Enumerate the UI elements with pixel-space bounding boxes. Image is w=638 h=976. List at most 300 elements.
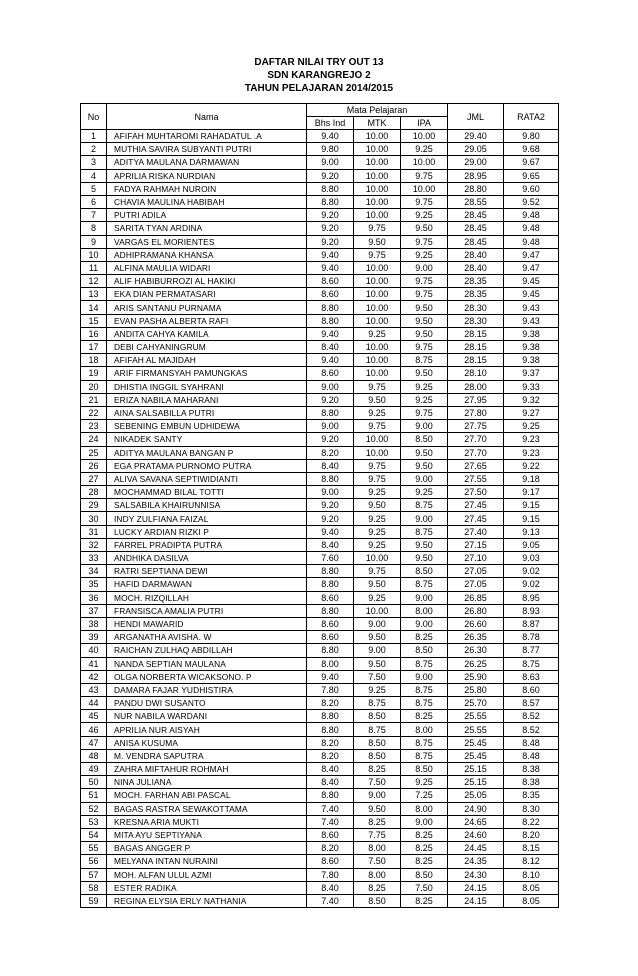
cell-jml: 28.40 [448,261,504,274]
cell-nama: M. VENDRA SAPUTRA [107,749,307,762]
cell-mtk: 9.00 [354,644,401,657]
cell-ipa: 9.50 [401,327,448,340]
cell-jml: 25.80 [448,683,504,696]
cell-jml: 27.45 [448,499,504,512]
cell-no: 22 [81,406,107,419]
cell-bhs-ind: 8.20 [307,749,354,762]
cell-no: 15 [81,314,107,327]
cell-ipa: 8.00 [401,802,448,815]
cell-jml: 25.55 [448,723,504,736]
cell-bhs-ind: 8.40 [307,881,354,894]
cell-ipa: 9.00 [401,591,448,604]
cell-jml: 28.45 [448,209,504,222]
cell-ipa: 8.25 [401,894,448,907]
cell-no: 37 [81,604,107,617]
cell-rata2: 9.52 [504,195,559,208]
cell-nama: LUCKY ARDIAN RIZKI P [107,525,307,538]
cell-ipa: 9.50 [401,222,448,235]
cell-jml: 28.15 [448,341,504,354]
cell-nama: NANDA SEPTIAN MAULANA [107,657,307,670]
cell-ipa: 9.00 [401,617,448,630]
cell-rata2: 8.93 [504,604,559,617]
cell-mtk: 10.00 [354,261,401,274]
table-row [81,406,559,419]
cell-jml: 28.35 [448,275,504,288]
cell-nama: CHAVIA MAULINA HABIBAH [107,195,307,208]
cell-nama: ERIZA NABILA MAHARANI [107,393,307,406]
cell-jml: 27.50 [448,486,504,499]
cell-no: 30 [81,512,107,525]
cell-ipa: 8.75 [401,578,448,591]
cell-bhs-ind: 9.40 [307,327,354,340]
cell-rata2: 9.48 [504,235,559,248]
cell-no: 59 [81,894,107,907]
cell-jml: 24.15 [448,881,504,894]
cell-ipa: 8.50 [401,644,448,657]
header-mata-pelajaran: Mata Pelajaran [307,104,448,117]
cell-ipa: 8.00 [401,604,448,617]
cell-nama: AFIFAH MUHTAROMI RAHADATUL .A [107,130,307,143]
cell-mtk: 9.00 [354,789,401,802]
cell-rata2: 9.47 [504,248,559,261]
cell-no: 16 [81,327,107,340]
cell-bhs-ind: 9.40 [307,261,354,274]
cell-nama: FRANSISCA AMALIA PUTRI [107,604,307,617]
cell-jml: 28.30 [448,301,504,314]
cell-jml: 28.30 [448,314,504,327]
cell-bhs-ind: 8.80 [307,723,354,736]
cell-rata2: 8.05 [504,881,559,894]
cell-no: 35 [81,578,107,591]
cell-jml: 27.55 [448,472,504,485]
cell-no: 51 [81,789,107,802]
cell-ipa: 9.00 [401,512,448,525]
cell-no: 58 [81,881,107,894]
cell-mtk: 7.50 [354,855,401,868]
table-row [81,565,559,578]
cell-nama: ESTER RADIKA [107,881,307,894]
cell-jml: 26.25 [448,657,504,670]
cell-ipa: 8.50 [401,565,448,578]
cell-rata2: 8.57 [504,697,559,710]
table-row [81,552,559,565]
cell-mtk: 8.50 [354,710,401,723]
cell-nama: AFIFAH AL MAJIDAH [107,354,307,367]
cell-bhs-ind: 9.80 [307,143,354,156]
cell-rata2: 9.03 [504,552,559,565]
cell-bhs-ind: 9.40 [307,354,354,367]
cell-ipa: 9.25 [401,248,448,261]
cell-mtk: 10.00 [354,195,401,208]
cell-mtk: 9.75 [354,380,401,393]
cell-rata2: 9.17 [504,486,559,499]
cell-nama: ANISA KUSUMA [107,736,307,749]
table-row [81,209,559,222]
cell-rata2: 9.32 [504,393,559,406]
cell-rata2: 8.52 [504,723,559,736]
cell-nama: ANDHIKA DASILVA [107,552,307,565]
cell-rata2: 9.80 [504,130,559,143]
cell-rata2: 9.65 [504,169,559,182]
cell-ipa: 8.75 [401,499,448,512]
cell-mtk: 10.00 [354,169,401,182]
cell-nama: ADITYA MAULANA DARMAWAN [107,156,307,169]
cell-bhs-ind: 8.80 [307,195,354,208]
table-row [81,828,559,841]
table-row [81,749,559,762]
header-no: No [81,104,107,130]
cell-no: 20 [81,380,107,393]
cell-bhs-ind: 9.20 [307,433,354,446]
cell-no: 32 [81,538,107,551]
cell-jml: 25.45 [448,736,504,749]
cell-rata2: 8.10 [504,868,559,881]
table-row [81,486,559,499]
table-row [81,710,559,723]
cell-nama: AINA SALSABILLA PUTRI [107,406,307,419]
cell-mtk: 8.75 [354,723,401,736]
cell-bhs-ind: 8.40 [307,341,354,354]
cell-nama: MOCH. RIZQILLAH [107,591,307,604]
cell-ipa: 9.75 [401,169,448,182]
cell-bhs-ind: 8.80 [307,406,354,419]
cell-ipa: 9.25 [401,486,448,499]
table-row [81,446,559,459]
cell-no: 8 [81,222,107,235]
cell-bhs-ind: 8.20 [307,842,354,855]
header-bhs-ind: Bhs Ind [307,117,354,130]
cell-jml: 28.45 [448,222,504,235]
cell-ipa: 9.00 [401,815,448,828]
table-row [81,275,559,288]
cell-nama: APRILIA RISKA NURDIAN [107,169,307,182]
table-row [81,314,559,327]
cell-no: 25 [81,446,107,459]
cell-bhs-ind: 9.40 [307,130,354,143]
cell-mtk: 9.00 [354,617,401,630]
cell-bhs-ind: 9.20 [307,169,354,182]
cell-bhs-ind: 9.20 [307,393,354,406]
cell-no: 4 [81,169,107,182]
cell-bhs-ind: 9.00 [307,486,354,499]
cell-rata2: 9.45 [504,275,559,288]
cell-jml: 27.40 [448,525,504,538]
cell-jml: 29.40 [448,130,504,143]
cell-no: 42 [81,670,107,683]
cell-bhs-ind: 7.60 [307,552,354,565]
cell-bhs-ind: 8.80 [307,301,354,314]
cell-ipa: 8.75 [401,697,448,710]
cell-mtk: 9.25 [354,683,401,696]
cell-nama: NINA JULIANA [107,776,307,789]
cell-jml: 28.45 [448,235,504,248]
table-row [81,420,559,433]
cell-nama: MOCH. FARHAN ABI PASCAL [107,789,307,802]
cell-jml: 26.60 [448,617,504,630]
cell-rata2: 9.45 [504,288,559,301]
cell-rata2: 9.27 [504,406,559,419]
cell-jml: 29.00 [448,156,504,169]
cell-no: 28 [81,486,107,499]
cell-rata2: 9.23 [504,433,559,446]
cell-jml: 24.60 [448,828,504,841]
cell-ipa: 8.75 [401,749,448,762]
cell-bhs-ind: 8.40 [307,459,354,472]
cell-no: 23 [81,420,107,433]
cell-mtk: 7.50 [354,776,401,789]
cell-nama: ZAHRA MIFTAHUR ROHMAH [107,763,307,776]
table-row [81,763,559,776]
cell-bhs-ind: 7.40 [307,894,354,907]
cell-ipa: 9.75 [401,235,448,248]
table-row [81,802,559,815]
cell-nama: ARGANATHA AVISHA. W [107,631,307,644]
cell-rata2: 8.38 [504,776,559,789]
table-row [81,538,559,551]
cell-rata2: 9.02 [504,578,559,591]
cell-mtk: 9.75 [354,420,401,433]
table-row [81,723,559,736]
cell-nama: ADITYA MAULANA BANGAN P [107,446,307,459]
cell-bhs-ind: 8.20 [307,446,354,459]
cell-ipa: 9.50 [401,314,448,327]
cell-jml: 28.55 [448,195,504,208]
cell-bhs-ind: 9.20 [307,209,354,222]
cell-jml: 27.80 [448,406,504,419]
cell-no: 29 [81,499,107,512]
cell-mtk: 8.50 [354,736,401,749]
cell-mtk: 9.75 [354,222,401,235]
cell-nama: KRESNA ARIA MUKTI [107,815,307,828]
cell-nama: ANDITA CAHYA KAMILA [107,327,307,340]
cell-ipa: 9.75 [401,341,448,354]
cell-jml: 27.65 [448,459,504,472]
table-row [81,657,559,670]
cell-ipa: 10.00 [401,156,448,169]
cell-ipa: 8.75 [401,354,448,367]
cell-bhs-ind: 8.60 [307,617,354,630]
table-row [81,631,559,644]
cell-nama: BAGAS RASTRA SEWAKOTTAMA [107,802,307,815]
cell-rata2: 9.67 [504,156,559,169]
table-row [81,789,559,802]
cell-jml: 28.10 [448,367,504,380]
table-row [81,525,559,538]
table-row [81,855,559,868]
cell-rata2: 8.63 [504,670,559,683]
cell-no: 5 [81,182,107,195]
cell-nama: DEBI CAHYANINGRUM [107,341,307,354]
cell-mtk: 9.50 [354,235,401,248]
cell-ipa: 9.75 [401,288,448,301]
table-row [81,644,559,657]
cell-mtk: 9.25 [354,486,401,499]
cell-rata2: 8.48 [504,749,559,762]
cell-nama: EGA PRATAMA PURNOMO PUTRA [107,459,307,472]
cell-mtk: 7.50 [354,670,401,683]
cell-mtk: 9.75 [354,459,401,472]
cell-no: 11 [81,261,107,274]
cell-mtk: 8.00 [354,842,401,855]
cell-mtk: 9.25 [354,525,401,538]
cell-bhs-ind: 8.80 [307,604,354,617]
cell-no: 38 [81,617,107,630]
table-row [81,433,559,446]
cell-rata2: 8.30 [504,802,559,815]
cell-nama: RAICHAN ZULHAQ ABDILLAH [107,644,307,657]
cell-no: 34 [81,565,107,578]
cell-rata2: 8.60 [504,683,559,696]
cell-jml: 25.05 [448,789,504,802]
cell-rata2: 9.33 [504,380,559,393]
table-row [81,617,559,630]
cell-nama: ALIF HABIBURROZI AL HAKIKI [107,275,307,288]
cell-no: 26 [81,459,107,472]
cell-rata2: 9.38 [504,354,559,367]
cell-jml: 28.15 [448,327,504,340]
cell-mtk: 10.00 [354,143,401,156]
cell-bhs-ind: 9.00 [307,380,354,393]
table-row [81,195,559,208]
cell-nama: NIKADEK SANTY [107,433,307,446]
cell-bhs-ind: 7.40 [307,815,354,828]
cell-mtk: 8.50 [354,894,401,907]
cell-mtk: 9.25 [354,327,401,340]
table-row [81,842,559,855]
cell-mtk: 9.50 [354,657,401,670]
cell-jml: 27.45 [448,512,504,525]
document-title: DAFTAR NILAI TRY OUT 13 [254,57,384,68]
cell-rata2: 9.25 [504,420,559,433]
cell-ipa: 7.50 [401,881,448,894]
cell-bhs-ind: 8.80 [307,565,354,578]
cell-mtk: 9.50 [354,499,401,512]
cell-bhs-ind: 8.80 [307,789,354,802]
cell-mtk: 7.75 [354,828,401,841]
cell-nama: PUTRI ADILA [107,209,307,222]
header-rata2: RATA2 [504,104,559,130]
cell-nama: INDY ZULFIANA FAIZAL [107,512,307,525]
cell-no: 57 [81,868,107,881]
cell-jml: 28.80 [448,182,504,195]
cell-no: 54 [81,828,107,841]
cell-bhs-ind: 8.60 [307,828,354,841]
cell-rata2: 9.02 [504,565,559,578]
cell-jml: 24.35 [448,855,504,868]
cell-nama: BAGAS ANGGER P [107,842,307,855]
cell-rata2: 9.48 [504,209,559,222]
cell-no: 2 [81,143,107,156]
table-body [81,130,559,908]
header-ipa: IPA [401,117,448,130]
cell-nama: DHISTIA INGGIL SYAHRANI [107,380,307,393]
cell-jml: 25.15 [448,763,504,776]
table-row [81,235,559,248]
cell-mtk: 10.00 [354,433,401,446]
cell-rata2: 8.20 [504,828,559,841]
table-header [81,104,559,130]
table-row [81,881,559,894]
cell-nama: ARIS SANTANU PURNAMA [107,301,307,314]
cell-nama: SALSABILA KHAIRUNNISA [107,499,307,512]
cell-no: 43 [81,683,107,696]
cell-no: 41 [81,657,107,670]
cell-jml: 27.05 [448,565,504,578]
cell-rata2: 9.18 [504,472,559,485]
cell-jml: 24.45 [448,842,504,855]
cell-nama: REGINA ELYSIA ERLY NATHANIA [107,894,307,907]
cell-mtk: 10.00 [354,182,401,195]
cell-rata2: 9.13 [504,525,559,538]
cell-no: 7 [81,209,107,222]
cell-rata2: 8.15 [504,842,559,855]
cell-no: 19 [81,367,107,380]
table-row [81,143,559,156]
school-year: TAHUN PELAJARAN 2014/2015 [244,83,394,94]
cell-nama: MELYANA INTAN NURAINI [107,855,307,868]
cell-ipa: 9.50 [401,538,448,551]
cell-no: 49 [81,763,107,776]
cell-ipa: 7.25 [401,789,448,802]
table-row [81,130,559,143]
cell-jml: 27.95 [448,393,504,406]
table-row [81,222,559,235]
cell-mtk: 9.25 [354,591,401,604]
table-row [81,459,559,472]
table-row [81,697,559,710]
cell-ipa: 10.00 [401,130,448,143]
cell-mtk: 8.25 [354,763,401,776]
cell-ipa: 8.25 [401,710,448,723]
cell-rata2: 9.05 [504,538,559,551]
cell-mtk: 10.00 [354,367,401,380]
cell-jml: 28.15 [448,354,504,367]
table-row [81,512,559,525]
cell-ipa: 9.25 [401,209,448,222]
cell-mtk: 9.50 [354,393,401,406]
cell-ipa: 9.25 [401,380,448,393]
cell-mtk: 9.75 [354,248,401,261]
cell-no: 45 [81,710,107,723]
cell-ipa: 9.50 [401,367,448,380]
cell-mtk: 10.00 [354,341,401,354]
cell-mtk: 9.75 [354,472,401,485]
cell-no: 55 [81,842,107,855]
scores-table [80,103,559,908]
cell-jml: 26.30 [448,644,504,657]
header-jml: JML [448,104,504,130]
cell-mtk: 10.00 [354,130,401,143]
cell-nama: EKA DIAN PERMATASARI [107,288,307,301]
cell-rata2: 9.38 [504,327,559,340]
cell-mtk: 9.25 [354,406,401,419]
cell-no: 27 [81,472,107,485]
cell-jml: 27.05 [448,578,504,591]
cell-jml: 29.05 [448,143,504,156]
table-row [81,591,559,604]
cell-ipa: 9.75 [401,195,448,208]
table-row [81,393,559,406]
table-row [81,776,559,789]
cell-nama: HAFID DARMAWAN [107,578,307,591]
cell-bhs-ind: 8.20 [307,697,354,710]
cell-bhs-ind: 8.60 [307,591,354,604]
cell-no: 18 [81,354,107,367]
cell-ipa: 8.50 [401,433,448,446]
table-row [81,261,559,274]
table-row [81,604,559,617]
cell-no: 17 [81,341,107,354]
